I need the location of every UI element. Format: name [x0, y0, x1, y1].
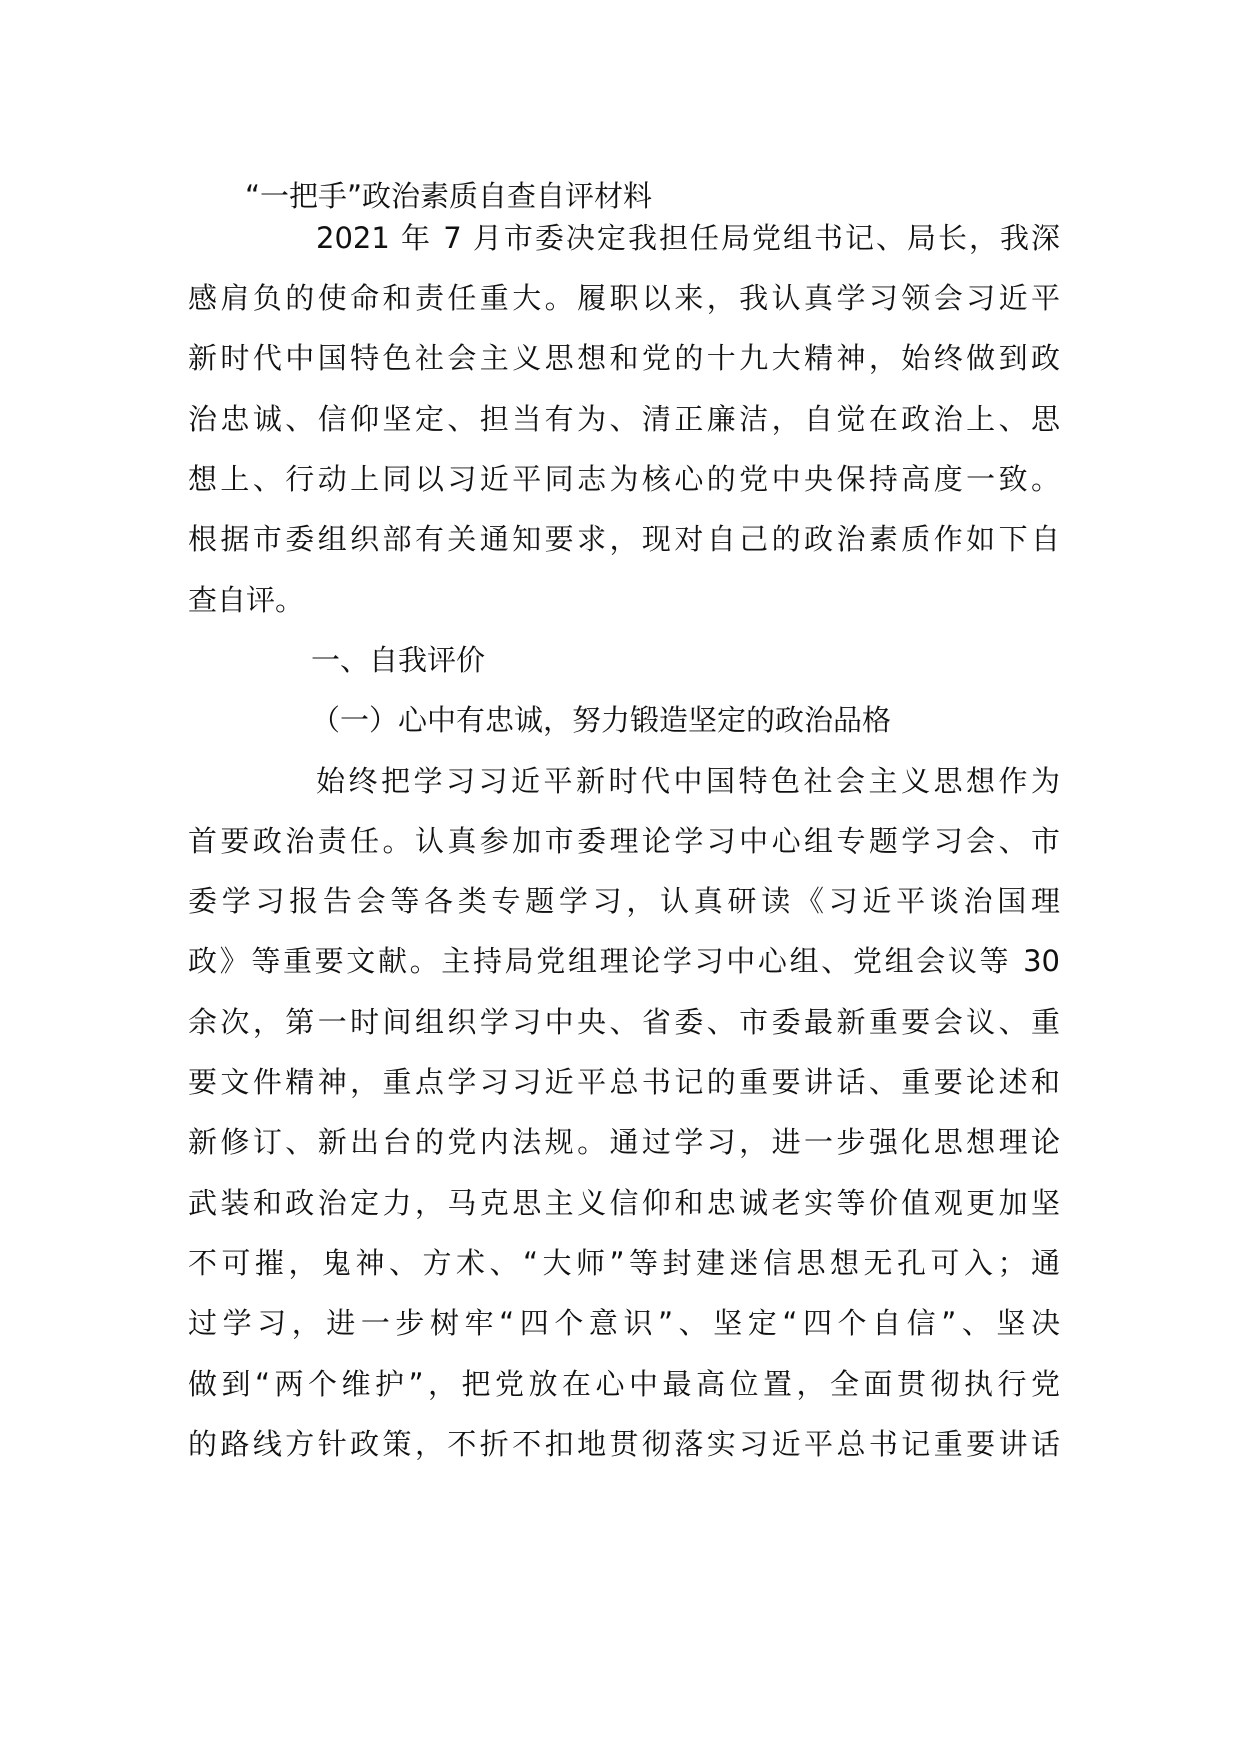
paragraph-line: 武装和政治定力，马克思主义信仰和忠诚老实等价值观更加坚	[188, 1186, 1060, 1220]
paragraph-line: 始终把学习习近平新时代中国特色社会主义思想作为	[316, 764, 1060, 798]
section-heading: 一、自我评价	[311, 643, 486, 677]
paragraph-line: 新时代中国特色社会主义思想和党的十九大精神，始终做到政	[188, 341, 1060, 375]
paragraph-line: 政》等重要文献。主持局党组理论学习中心组、党组会议等 30	[188, 944, 1060, 978]
subsection-heading: （一）心中有忠诚，努力锻造坚定的政治品格	[311, 703, 892, 737]
paragraph-line: 感肩负的使命和责任重大。履职以来，我认真学习领会习近平	[188, 281, 1060, 315]
paragraph-line: 委学习报告会等各类专题学习，认真研读《习近平谈治国理	[188, 884, 1060, 918]
paragraph-line: 不可摧，鬼神、方术、“大师”等封建迷信思想无孔可入；通	[188, 1246, 1060, 1280]
paragraph-line: 的路线方针政策，不折不扣地贯彻落实习近平总书记重要讲话	[188, 1427, 1060, 1461]
paragraph-line: 过学习，进一步树牢“四个意识”、坚定“四个自信”、坚决	[188, 1306, 1060, 1340]
paragraph-line: 余次，第一时间组织学习中央、省委、市委最新重要会议、重	[188, 1005, 1060, 1039]
paragraph-line: 想上、行动上同以习近平同志为核心的党中央保持高度一致。	[188, 462, 1060, 496]
paragraph-line: 新修订、新出台的党内法规。通过学习，进一步强化思想理论	[188, 1125, 1060, 1159]
paragraph-line: 做到“两个维护”，把党放在心中最高位置，全面贯彻执行党	[188, 1367, 1060, 1401]
paragraph-line: 根据市委组织部有关通知要求，现对自己的政治素质作如下自	[188, 522, 1060, 556]
paragraph-line: 2021 年 7 月市委决定我担任局党组书记、局长，我深	[316, 221, 1060, 255]
paragraph-line: 要文件精神，重点学习习近平总书记的重要讲话、重要论述和	[188, 1065, 1060, 1099]
paragraph-line: 首要政治责任。认真参加市委理论学习中心组专题学习会、市	[188, 824, 1060, 858]
paragraph-line: 治忠诚、信仰坚定、担当有为、清正廉洁，自觉在政治上、思	[188, 402, 1060, 436]
paragraph-line: 查自评。	[188, 583, 305, 617]
document-title: “一把手”政治素质自查自评材料	[245, 179, 653, 213]
